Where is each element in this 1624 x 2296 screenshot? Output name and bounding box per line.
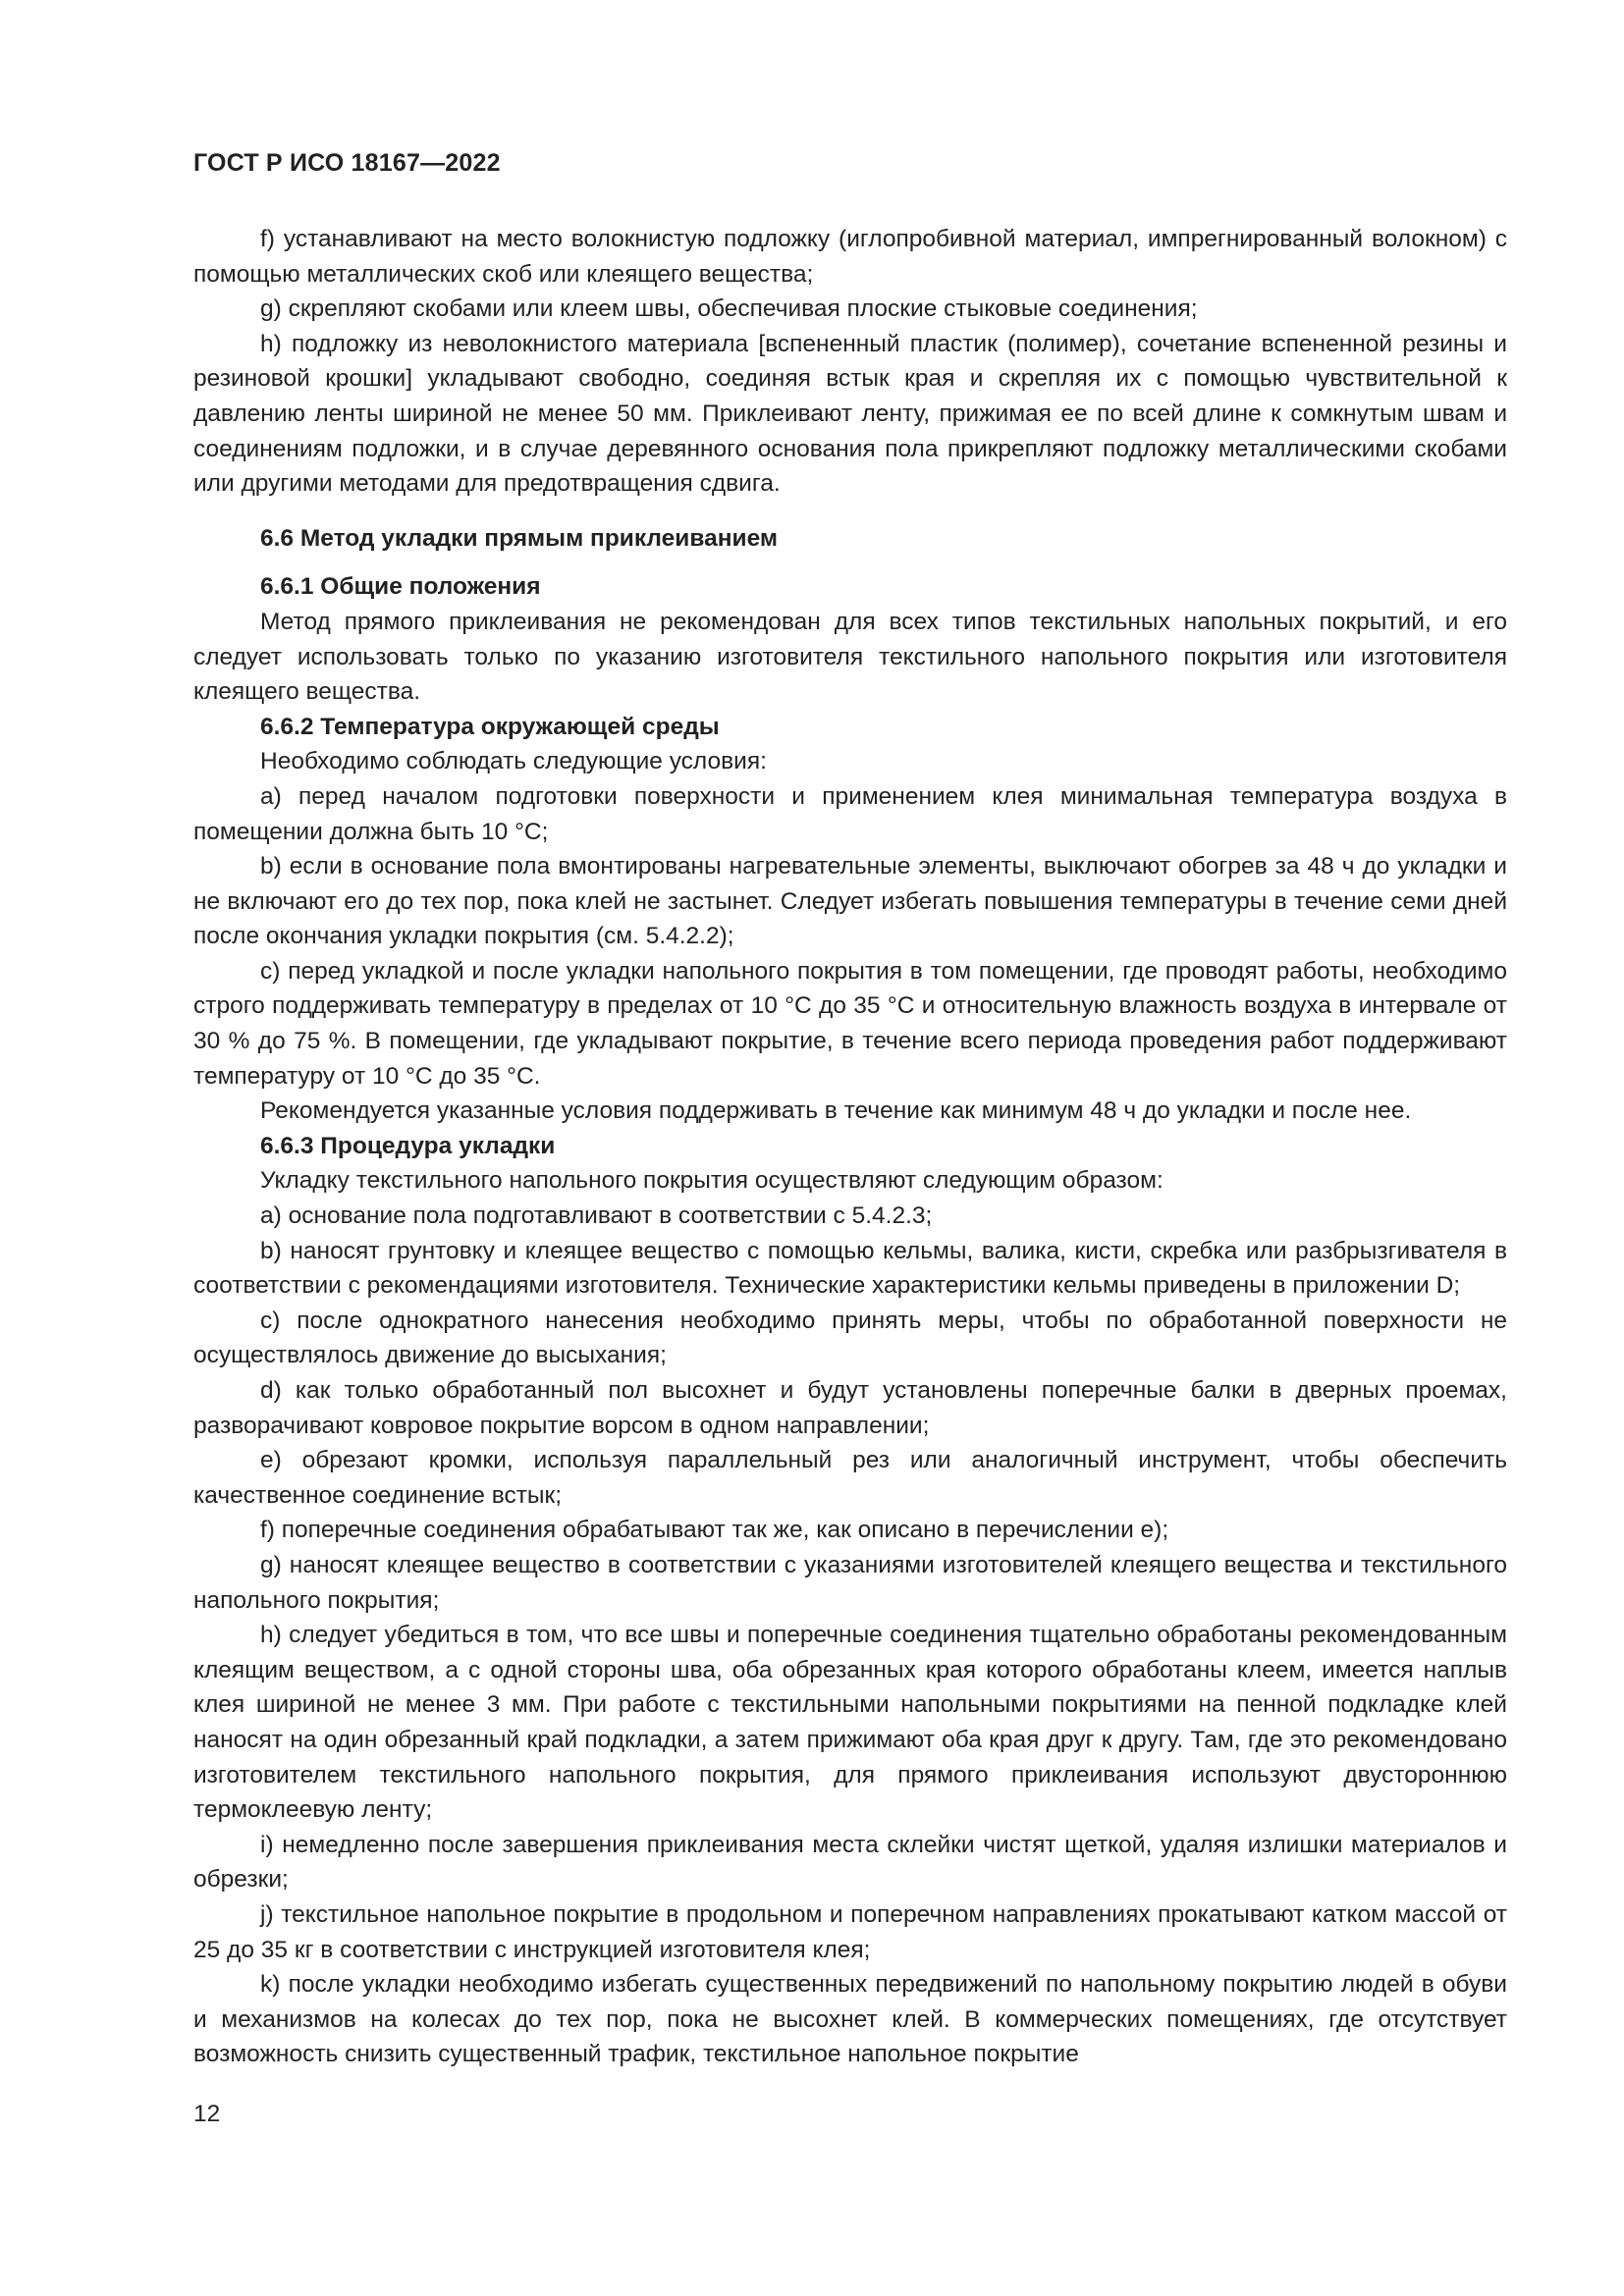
- page-number: 12: [193, 2101, 221, 2127]
- paragraph-6-6-3-b: b) наносят грунтовку и клеящее вещество с помощью кельмы, валика, кисти, скребка или разбрызгивателя в соответствии с рекомендациями изготовителя. Технические характеристики кельмы приведены в приложении D;: [193, 1237, 1507, 1300]
- paragraph-g-seams: g) скрепляют скобами или клеем швы, обеспечивая плоские стыковые соединения;: [260, 295, 1198, 323]
- paragraph-6-6-2-a: а) перед началом подготовки поверхности и применением клея минимальная температура воздуха в помещении должна быть 10 °С;: [193, 782, 1507, 845]
- subsection-heading-6-6-3: 6.6.3 Процедура укладки: [260, 1132, 556, 1159]
- paragraph-6-6-3-i: i) немедленно после завершения приклеивания места склейки чистят щеткой, удаляя излишки материалов и обрезки;: [193, 1831, 1507, 1894]
- paragraph-6-6-3-intro: Укладку текстильного напольного покрытия осуществляют следующим образом:: [260, 1167, 1164, 1195]
- paragraph-6-6-2-recommendation: Рекомендуется указанные условия поддерживать в течение как минимум 48 ч до укладки и после нее.: [260, 1097, 1412, 1125]
- paragraph-6-6-3-g: g) наносят клеящее вещество в соответствии с указаниями изготовителей клеящего вещества и текстильного напольного покрытия;: [193, 1551, 1507, 1614]
- paragraph-6-6-3-d: d) как только обработанный пол высохнет и будут установлены поперечные балки в дверных проемах, разворачивают ковровое покрытие ворсом в одном направлении;: [193, 1377, 1507, 1439]
- paragraph-6-6-2-intro: Необходимо соблюдать следующие условия:: [260, 748, 767, 775]
- paragraph-6-6-2-b: b) если в основание пола вмонтированы нагревательные элементы, выключают обогрев за 48 ч до укладки и не включают его до тех пор, пока клей не застынет. Следует избегать повышения температуры в течение семи дней после окончания укладки покрытия (см. 5.4.2.2);: [193, 853, 1507, 950]
- paragraph-6-6-3-j: j) текстильное напольное покрытие в продольном и поперечном направлениях прокатывают катком массой от 25 до 35 кг в соответствии с инструкцией изготовителя клея;: [193, 1900, 1507, 1963]
- section-heading-6-6: 6.6 Метод укладки прямым приклеиванием: [260, 524, 778, 552]
- paragraph-h-nonfibrous-underlay: h) подложку из неволокнистого материала [вспененный пластик (полимер), сочетание вспененной резины и резиновой крошки] укладывают свободно, соединяя встык края и скрепляя их с помощью чувствительной к давлению ленты шириной не менее 50 мм. Приклеивают ленту, прижимая ее по всей длине к сомкнутым швам и соединениям подложки, и в случае деревянного основания пола прикрепляют подложку металлическими скобами или другими методами для предотвращения сдвига.: [193, 330, 1507, 498]
- paragraph-6-6-2-c: с) перед укладкой и после укладки напольного покрытия в том помещении, где проводят работы, необходимо строго поддерживать температуру в пределах от 10 °С до 35 °С и относительную влажность воздуха в интервале от 30 % до 75 %. В помещении, где укладывают покрытие, в течение всего периода проведения работ поддерживают температуру от 10 °С до 35 °С.: [193, 957, 1507, 1090]
- subsection-heading-6-6-2: 6.6.2 Температура окружающей среды: [260, 713, 720, 740]
- document-body: [193, 222, 1507, 2072]
- document-header: ГОСТ Р ИСО 18167—2022: [193, 149, 501, 177]
- subsection-heading-6-6-1: 6.6.1 Общие положения: [260, 573, 541, 601]
- paragraph-6-6-1: Метод прямого приклеивания не рекомендован для всех типов текстильных напольных покрытий, и его следует использовать только по указанию изготовителя текстильного напольного покрытия или изготовителя клеящего вещества.: [193, 608, 1507, 706]
- paragraph-f-underlay-fibrous: f) устанавливают на место волокнистую подложку (иглопробивной материал, импрегнированный волокном) с помощью металлических скоб или клеящего вещества;: [193, 226, 1507, 288]
- paragraph-6-6-3-e: е) обрезают кромки, используя параллельный рез или аналогичный инструмент, чтобы обеспечить качественное соединение встык;: [193, 1447, 1507, 1509]
- paragraph-6-6-3-c: с) после однократного нанесения необходимо принять меры, чтобы по обработанной поверхности не осуществлялось движение до высыхания;: [193, 1307, 1507, 1369]
- paragraph-6-6-3-k: k) после укладки необходимо избегать существенных передвижений по напольному покрытию людей в обуви и механизмов на колесах до тех пор, пока не высохнет клей. В коммерческих помещениях, где отсутствует возможность снизить существенный трафик, текстильное напольное покрытие: [193, 1971, 1507, 2068]
- paragraph-6-6-3-f: f) поперечные соединения обрабатывают так же, как описано в перечислении е);: [260, 1517, 1169, 1544]
- paragraph-6-6-3-a: а) основание пола подготавливают в соответствии с 5.4.2.3;: [260, 1202, 933, 1230]
- paragraph-6-6-3-h: h) следует убедиться в том, что все швы и поперечные соединения тщательно обработаны рекомендованным клеящим веществом, а с одной стороны шва, оба обрезанных края которого обработаны клеем, имеется наплыв клея шириной не менее 3 мм. При работе с текстильными напольными покрытиями на пенной подкладке клей наносят на один обрезанный край подкладки, а затем прижимают оба края друг к другу. Там, где это рекомендовано изготовителем текстильного напольного покрытия, для прямого приклеивания используют двустороннюю термоклеевую ленту;: [193, 1622, 1507, 1824]
